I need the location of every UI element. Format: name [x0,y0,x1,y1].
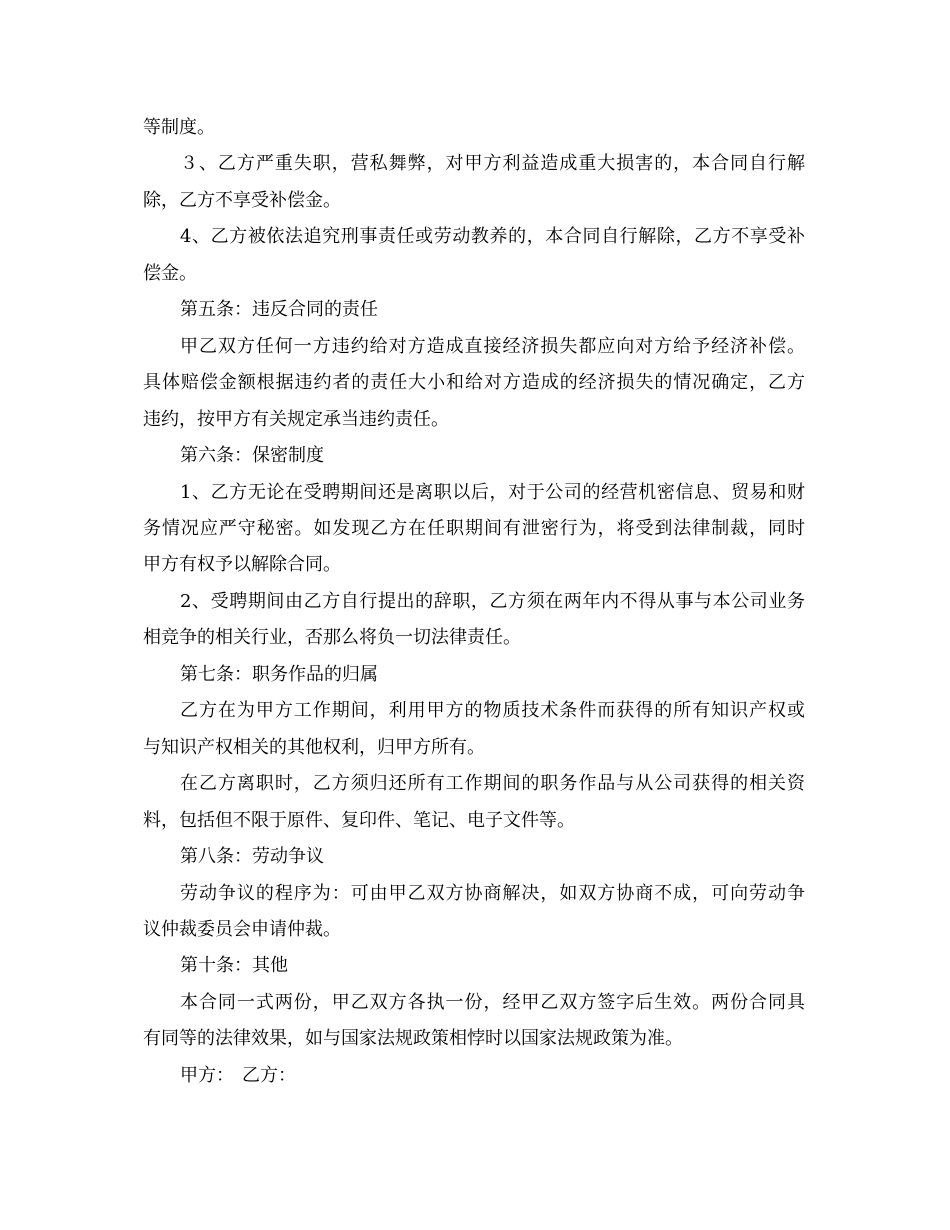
text-line: 劳动争议的程序为：可由甲乙双方协商解决，如双方协商不成，可向劳动争 [180,882,805,904]
clause-heading [143,948,805,984]
clause-heading-text: 第五条：违反合同的责任 [180,299,378,321]
paragraph [143,876,805,949]
clause-heading [143,438,805,474]
paragraph [143,985,805,1058]
clause-heading [143,657,805,693]
text-line: 除，乙方不享受补偿金。 [143,189,341,211]
text-line: 偿金。 [143,262,197,284]
clause-heading-text: 第七条：职务作品的归属 [180,663,378,685]
text-line: 相竞争的相关行业，否那么将负一切法律责任。 [143,627,521,649]
document-body [143,110,805,1094]
text-line: 务情况应严守秘密。如发现乙方在任职期间有泄密行为，将受到法律制裁，同时 [143,517,805,539]
paragraph [143,219,805,292]
text-line: 与知识产权相关的其他权利，归甲方所有。 [143,736,485,758]
text-line: 4、乙方被依法追究刑事责任或劳动教养的，本合同自行解除，乙方不享受补 [180,226,805,248]
paragraph [143,475,805,584]
text-line: 料，包括但不限于原件、复印件、笔记、电子文件等。 [143,809,575,831]
clause-heading-text: 第八条：劳动争议 [180,846,324,868]
clause-heading [143,839,805,875]
signature-line [143,1058,805,1094]
text-line: 甲方有权予以解除合同。 [143,554,341,576]
text-line: 1、乙方无论在受聘期间还是离职以后，对于公司的经营机密信息、贸易和财 [180,481,805,503]
clause-heading-text: 第六条：保密制度 [180,445,324,467]
text-line: 甲乙双方任何一方违约给对方造成直接经济损失都应向对方给予经济补偿。 [180,335,805,357]
paragraph [143,329,805,438]
paragraph [143,693,805,766]
text-line: 具体赔偿金额根据违约者的责任大小和给对方造成的经济损失的情况确定，乙方 [143,372,805,394]
text-line: ３、乙方严重失职，营私舞弊，对甲方利益造成重大损害的，本合同自行解 [180,153,805,175]
clause-heading [143,292,805,328]
paragraph [143,110,805,146]
paragraph [143,766,805,839]
text-line: 2、受聘期间由乙方自行提出的辞职，乙方须在两年内不得从事与本公司业务 [180,590,805,612]
paragraph [143,146,805,219]
text-line: 等制度。 [143,117,215,138]
party-a-label: 甲方： [180,1064,234,1086]
text-line: 议仲裁委员会申请仲裁。 [143,918,341,940]
party-b-label: 乙方： [242,1064,296,1086]
signature-row [143,1058,805,1094]
paragraph [143,584,805,657]
text-line: 在乙方离职时，乙方须归还所有工作期间的职务作品与从公司获得的相关资 [180,773,805,795]
clause-heading-text: 第十条：其他 [180,955,288,977]
text-line: 违约，按甲方有关规定承当违约责任。 [143,408,449,430]
text-line: 乙方在为甲方工作期间，利用甲方的物质技术条件而获得的所有知识产权或 [180,700,805,722]
text-line: 本合同一式两份，甲乙双方各执一份，经甲乙双方签字后生效。两份合同具 [180,991,805,1013]
text-line: 有同等的法律效果，如与国家法规政策相悖时以国家法规政策为准。 [143,1028,683,1050]
